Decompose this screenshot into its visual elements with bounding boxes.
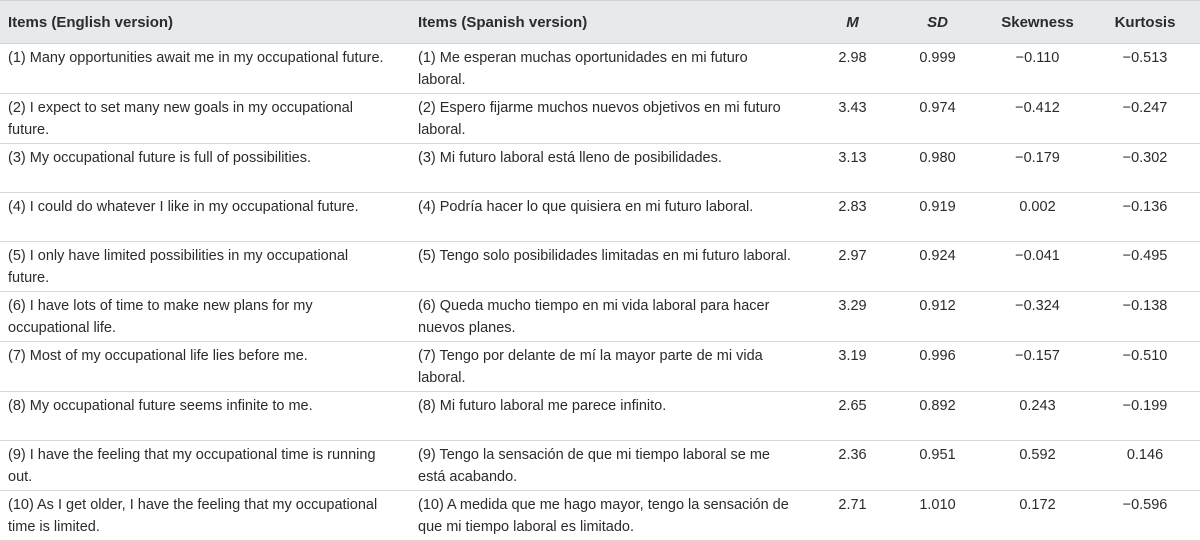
cell-skewness: −0.324 xyxy=(1015,298,1060,314)
cell-english: (6) I have lots of time to make new plans for my occupational life. xyxy=(8,298,313,336)
cell-spanish: (9) Tengo la sensación de que mi tiempo laboral se me está acabando. xyxy=(418,447,770,485)
cell-skewness: −0.157 xyxy=(1015,348,1060,364)
cell-m: 2.98 xyxy=(838,50,867,66)
table-row xyxy=(0,44,1200,94)
cell-kurtosis: −0.302 xyxy=(1122,150,1168,166)
cell-skewness: 0.592 xyxy=(1019,447,1056,463)
cell-kurtosis: −0.510 xyxy=(1122,348,1168,364)
cell-english: (3) My occupational future is full of possibilities. xyxy=(8,150,312,166)
header-spanish: Items (Spanish version) xyxy=(410,1,815,44)
header-sd: SD xyxy=(890,1,985,44)
table-body xyxy=(0,44,1200,541)
cell-kurtosis: −0.596 xyxy=(1122,497,1168,513)
cell-kurtosis: −0.495 xyxy=(1122,248,1168,264)
cell-kurtosis: −0.513 xyxy=(1122,50,1168,66)
cell-m: 2.36 xyxy=(838,447,867,463)
cell-skewness: −0.041 xyxy=(1015,248,1060,264)
cell-spanish: (3) Mi futuro laboral está lleno de posibilidades. xyxy=(418,150,722,166)
cell-sd: 0.996 xyxy=(919,348,956,364)
cell-m: 2.83 xyxy=(838,199,867,215)
cell-kurtosis: −0.199 xyxy=(1122,398,1168,414)
cell-english: (5) I only have limited possibilities in my occupational future. xyxy=(8,248,349,286)
cell-english: (9) I have the feeling that my occupational time is running out. xyxy=(8,447,376,485)
table-row xyxy=(0,242,1200,292)
table-row xyxy=(0,292,1200,342)
cell-m: 2.65 xyxy=(838,398,867,414)
cell-sd: 0.980 xyxy=(919,150,956,166)
cell-sd: 1.010 xyxy=(919,497,956,513)
cell-spanish: (8) Mi futuro laboral me parece infinito. xyxy=(418,398,667,414)
cell-skewness: −0.412 xyxy=(1015,100,1060,116)
cell-skewness: −0.110 xyxy=(1015,50,1060,66)
cell-spanish: (10) A medida que me hago mayor, tengo la sensación de que mi tiempo laboral es limitado. xyxy=(418,497,789,535)
cell-spanish: (6) Queda mucho tiempo en mi vida laboral para hacer nuevos planes. xyxy=(418,298,770,336)
table-header xyxy=(0,1,1200,44)
table-row xyxy=(0,491,1200,541)
cell-m: 3.13 xyxy=(838,150,867,166)
header-kurtosis: Kurtosis xyxy=(1090,1,1200,44)
cell-english: (2) I expect to set many new goals in my occupational future. xyxy=(8,100,353,138)
cell-english: (4) I could do whatever I like in my occupational future. xyxy=(8,199,359,215)
cell-sd: 0.912 xyxy=(919,298,956,314)
cell-sd: 0.974 xyxy=(919,100,956,116)
header-row xyxy=(0,1,1200,44)
cell-kurtosis: −0.247 xyxy=(1122,100,1168,116)
cell-spanish: (7) Tengo por delante de mí la mayor parte de mi vida laboral. xyxy=(418,348,763,386)
cell-spanish: (2) Espero fijarme muchos nuevos objetivos en mi futuro laboral. xyxy=(418,100,781,138)
cell-kurtosis: −0.136 xyxy=(1122,199,1168,215)
cell-sd: 0.951 xyxy=(919,447,956,463)
cell-kurtosis: −0.138 xyxy=(1122,298,1168,314)
cell-kurtosis: 0.146 xyxy=(1126,447,1164,463)
cell-skewness: −0.179 xyxy=(1015,150,1060,166)
table-row xyxy=(0,94,1200,144)
cell-english: (8) My occupational future seems infinite to me. xyxy=(8,398,313,414)
cell-spanish: (4) Podría hacer lo que quisiera en mi futuro laboral. xyxy=(418,199,754,215)
cell-skewness: 0.243 xyxy=(1019,398,1056,414)
cell-skewness: 0.172 xyxy=(1019,497,1056,513)
cell-spanish: (5) Tengo solo posibilidades limitadas en mi futuro laboral. xyxy=(418,248,791,264)
cell-skewness: 0.002 xyxy=(1019,199,1056,215)
cell-m: 3.29 xyxy=(838,298,867,314)
cell-sd: 0.924 xyxy=(919,248,956,264)
cell-english: (10) As I get older, I have the feeling that my occupational time is limited. xyxy=(8,497,378,535)
table-row xyxy=(0,441,1200,491)
cell-m: 2.71 xyxy=(838,497,867,513)
header-m: M xyxy=(815,1,890,44)
table-row xyxy=(0,342,1200,392)
cell-m: 3.43 xyxy=(838,100,867,116)
header-english: Items (English version) xyxy=(0,1,410,44)
cell-spanish: (1) Me esperan muchas oportunidades en mi futuro laboral. xyxy=(418,50,748,88)
table-row xyxy=(0,193,1200,242)
table-row xyxy=(0,392,1200,441)
cell-english: (1) Many opportunities await me in my occupational future. xyxy=(8,50,384,66)
cell-m: 2.97 xyxy=(838,248,867,264)
header-skewness: Skewness xyxy=(985,1,1090,44)
cell-m: 3.19 xyxy=(838,348,867,364)
cell-english: (7) Most of my occupational life lies before me. xyxy=(8,348,308,364)
cell-sd: 0.999 xyxy=(919,50,956,66)
table-row xyxy=(0,144,1200,193)
cell-sd: 0.892 xyxy=(919,398,956,414)
cell-sd: 0.919 xyxy=(919,199,956,215)
